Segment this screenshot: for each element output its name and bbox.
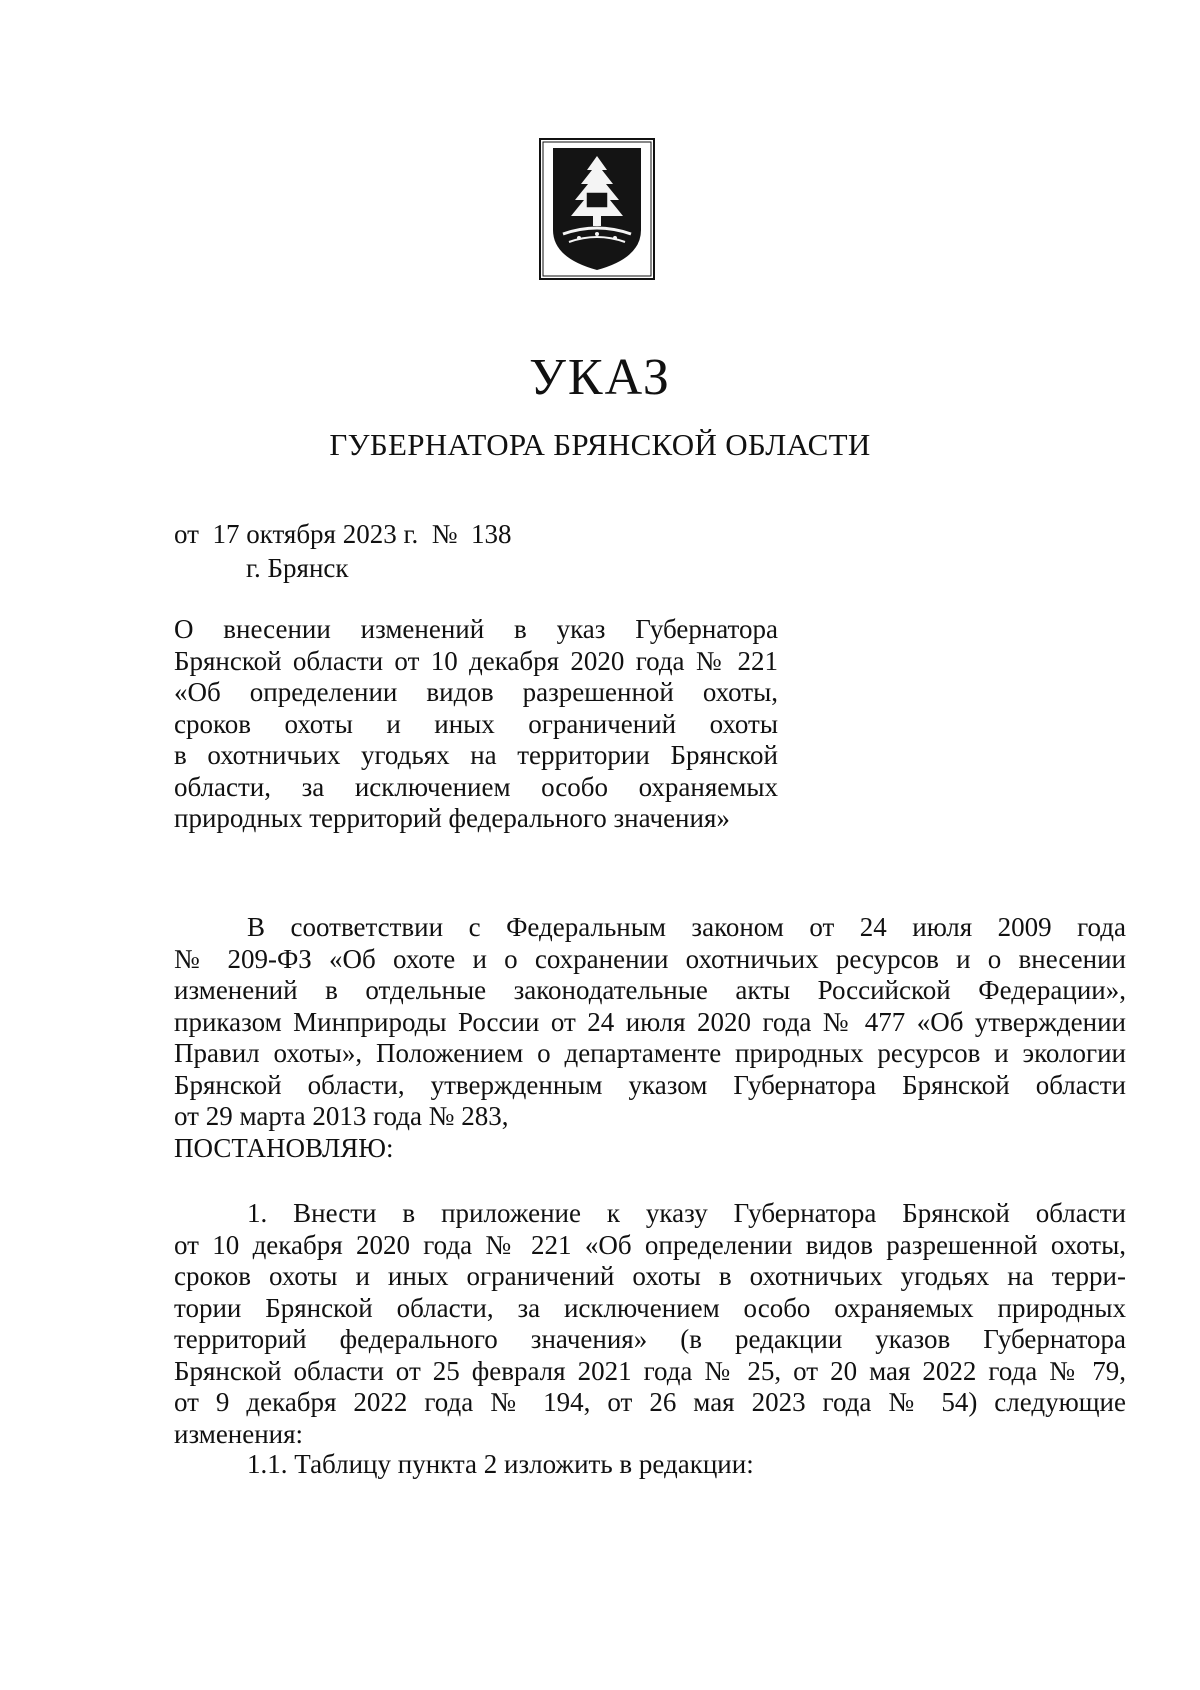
item-1-line: 1. Внести в приложение к указу Губернатора Брянской области xyxy=(247,1198,1126,1228)
subject-line: сроков охоты и иных ограничений охоты xyxy=(174,708,778,739)
subject-line: О внесении изменений в указ Губернатора xyxy=(174,614,778,644)
preamble-line: от 29 марта 2013 года № 283, xyxy=(174,1101,509,1131)
item-1-line: изменения: xyxy=(174,1418,304,1449)
date-and-number: от 17 октября 2023 г. № 138 xyxy=(174,519,512,549)
item-1-1-line: 1.1. Таблицу пункта 2 изложить в редакции: xyxy=(247,1449,754,1479)
subject-line: природных территорий федерального значения» xyxy=(174,803,730,833)
coat-of-arms-emblem xyxy=(539,138,655,280)
preamble-line: № 209-ФЗ «Об охоте и о сохранении охотничьих ресурсов и о внесении xyxy=(174,943,1126,974)
preamble-paragraph xyxy=(174,912,1126,1164)
subject-line: Брянской области от 10 декабря 2020 года № 221 xyxy=(174,645,778,676)
item-1-line: сроков охоты и иных ограничений охоты в охотничьих угодьях на терри- xyxy=(174,1261,1126,1291)
subject-line: области, за исключением особо охраняемых xyxy=(174,771,778,802)
decree-subject xyxy=(174,614,778,835)
preamble-line: В соответствии с Федеральным законом от 24 июля 2009 года xyxy=(247,912,1126,942)
subject-line: в охотничьих угодьях на территории Брянской xyxy=(174,740,778,770)
item-1-1-paragraph xyxy=(174,1449,1126,1481)
decree-title: УКАЗ xyxy=(529,349,671,406)
preamble-line: Правил охоты», Положением о департаменте природных ресурсов и экологии xyxy=(174,1038,1126,1068)
preamble-line: изменений в отдельные законодательные акты Российской Федерации», xyxy=(174,975,1126,1005)
item-1-line: от 9 декабря 2022 года № 194, от 26 мая 2023 года № 54) следующие xyxy=(174,1387,1126,1417)
item-1-line: от 10 декабря 2020 года № 221 «Об определении видов разрешенной охоты, xyxy=(174,1229,1126,1260)
item-1-line: территорий федерального значения» (в редакции указов Губернатора xyxy=(174,1324,1126,1354)
preamble-line: приказом Минприроды России от 24 июля 2020 года № 477 «Об утверждении xyxy=(174,1006,1126,1037)
subject-line: «Об определении видов разрешенной охоты, xyxy=(174,677,778,707)
item-1-line: Брянской области от 25 февраля 2021 года № 25, от 20 мая 2022 года № 79, xyxy=(174,1355,1126,1386)
issuer-heading: ГУБЕРНАТОРА БРЯНСКОЙ ОБЛАСТИ xyxy=(329,427,871,462)
item-1-line: тории Брянской области, за исключением особо охраняемых природных xyxy=(174,1292,1126,1323)
preamble-line: Брянской области, утвержденным указом Губернатора Брянской области xyxy=(174,1069,1126,1100)
item-1-paragraph xyxy=(174,1198,1126,1450)
city-name: г. Брянск xyxy=(246,553,349,583)
resolution-keyword: ПОСТАНОВЛЯЮ: xyxy=(174,1132,394,1163)
